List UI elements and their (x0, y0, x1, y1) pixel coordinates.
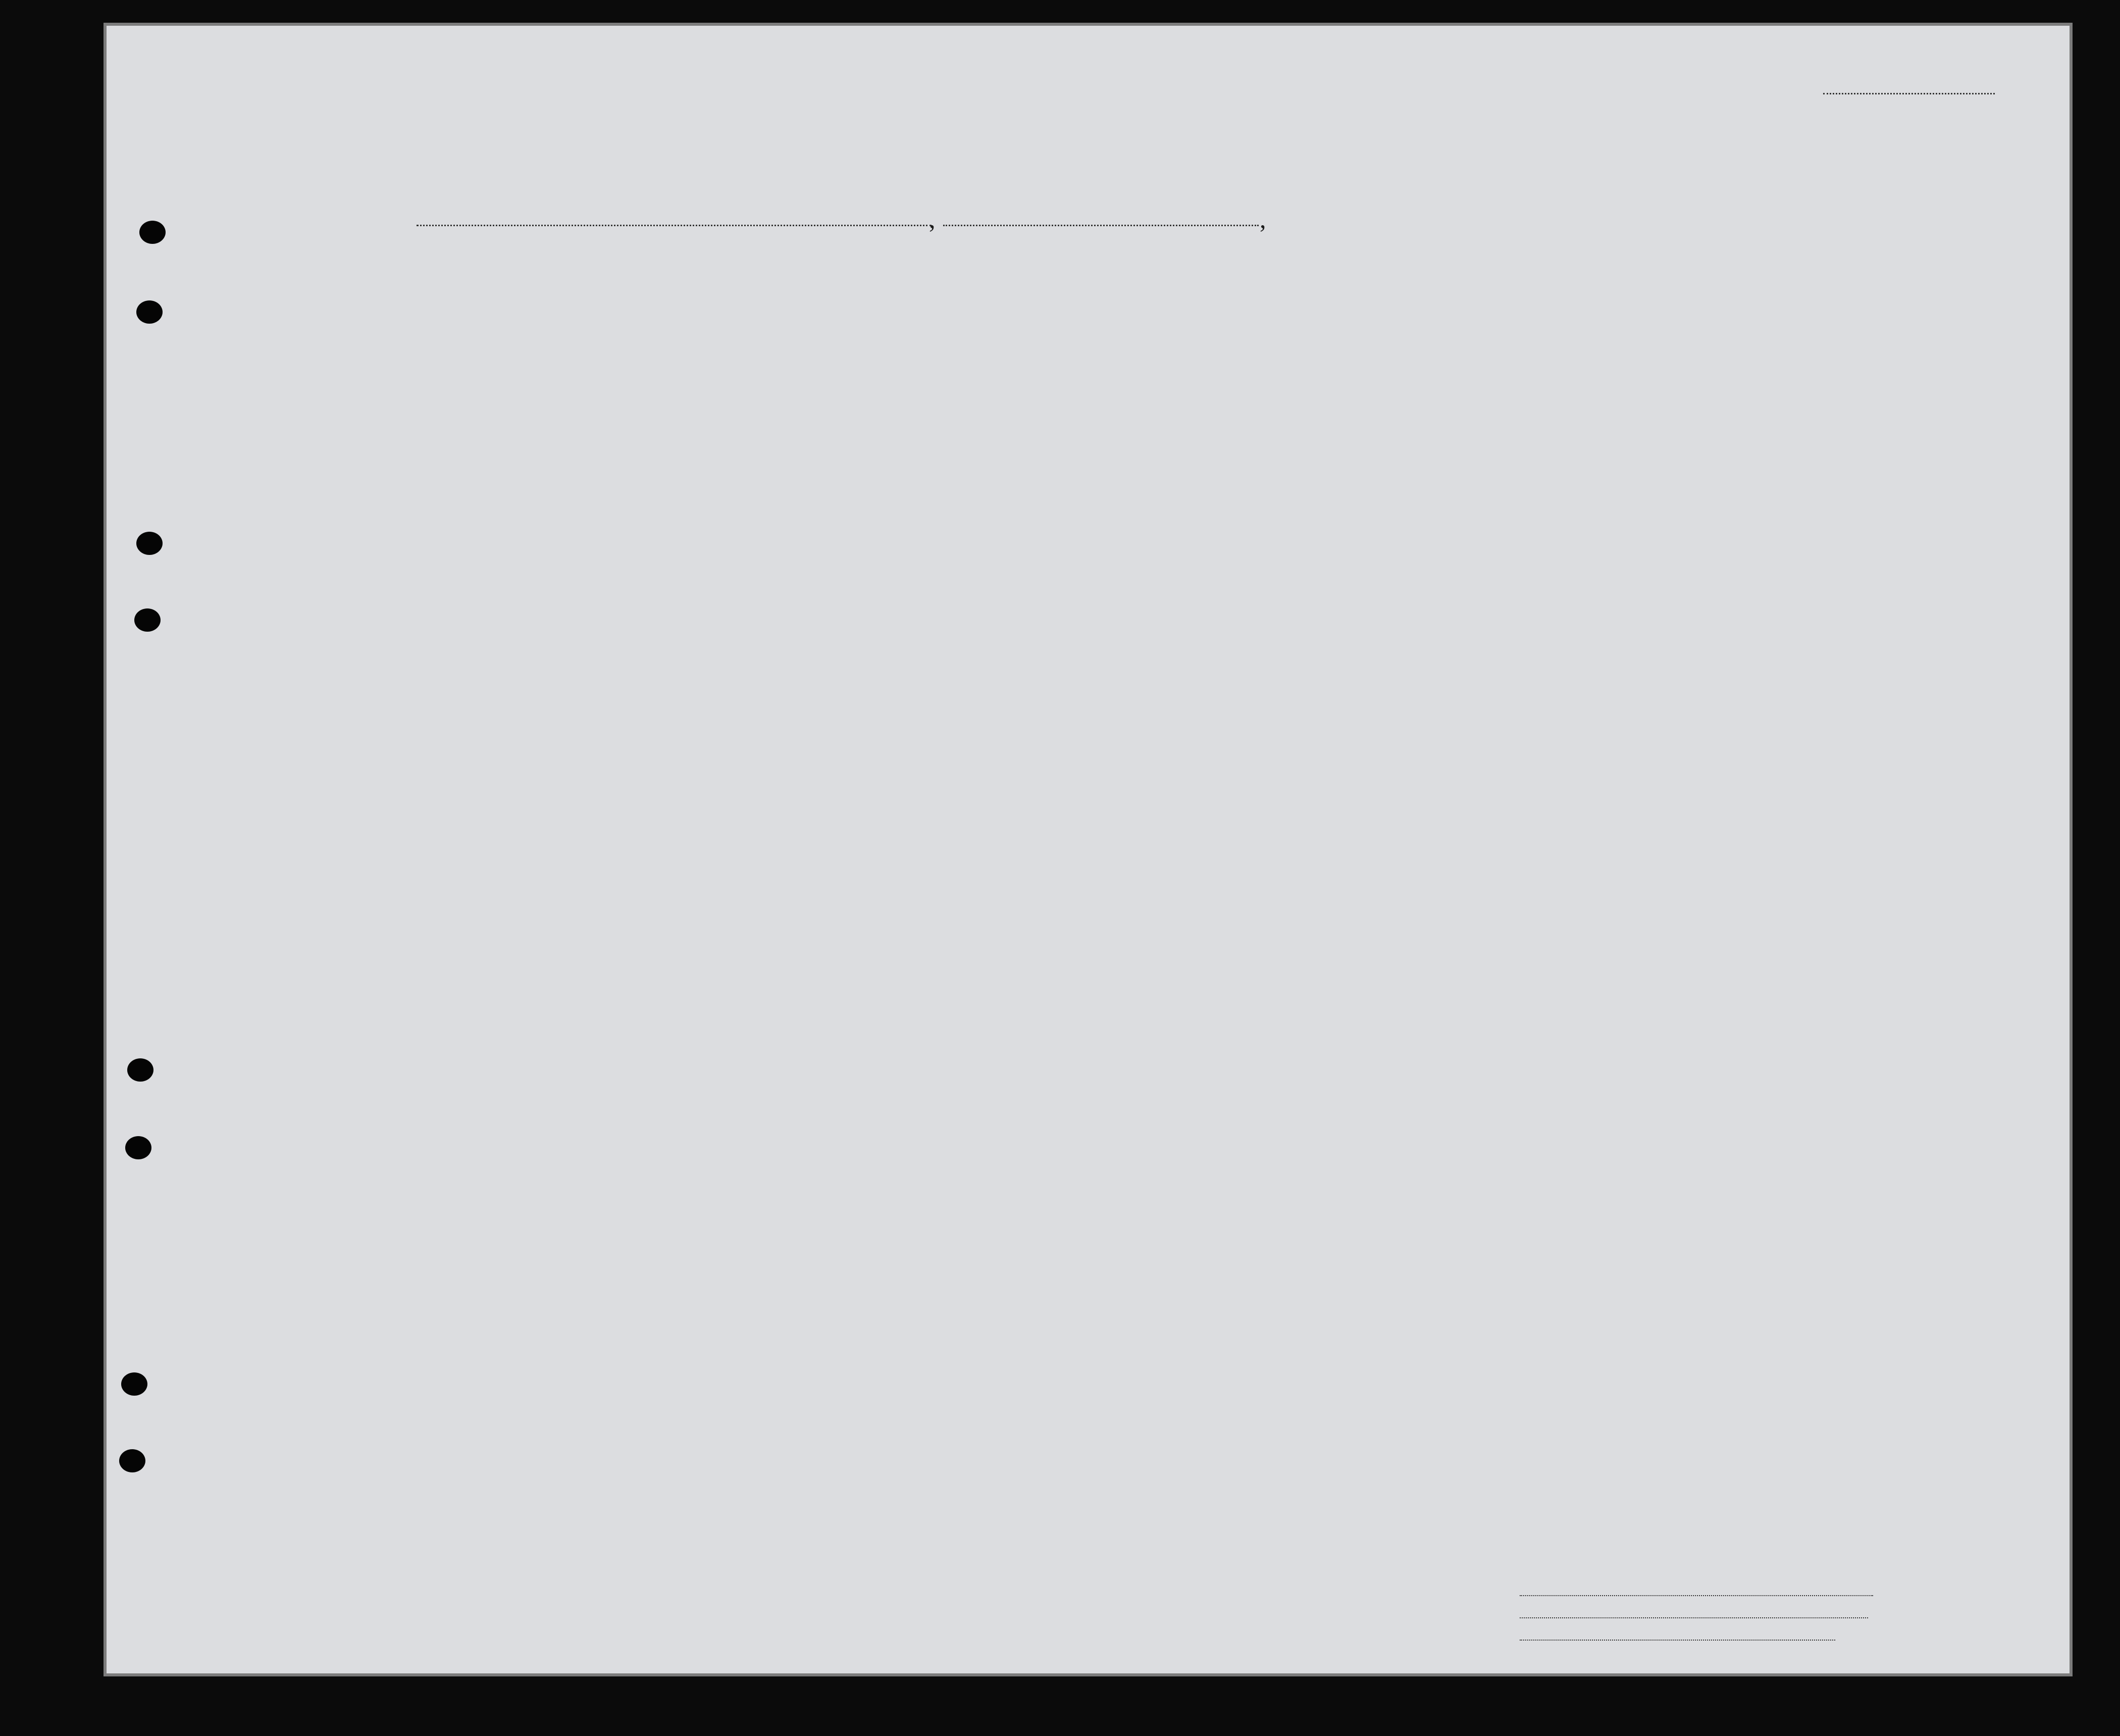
owners-field[interactable] (1520, 1607, 1868, 1622)
line-field[interactable] (1520, 1585, 1873, 1600)
port-field[interactable] (417, 225, 932, 226)
punch-hole (127, 1058, 153, 1082)
col29-heading (1498, 290, 1524, 406)
punch-hole (121, 1372, 147, 1396)
punch-hole (136, 532, 163, 555)
list-number-field[interactable] (1820, 73, 1995, 100)
col25-heading (1353, 290, 1383, 406)
local-agents-field[interactable] (1520, 1629, 1835, 1644)
col31-heading (1561, 290, 1576, 406)
col24-sub-b (1292, 312, 1313, 403)
col28-heading (1448, 290, 1488, 406)
comma-sep: , (929, 205, 936, 233)
punch-hole (119, 1449, 145, 1472)
punch-hole (134, 608, 161, 632)
punch-hole (136, 300, 163, 324)
punch-hole (125, 1136, 151, 1159)
col30-heading (1535, 290, 1551, 406)
comma-sep: , (1260, 205, 1266, 233)
col24-sub-a (1239, 312, 1264, 403)
date-field[interactable] (943, 225, 1259, 226)
punch-hole (139, 221, 166, 244)
col24-sub-c (1322, 312, 1342, 403)
